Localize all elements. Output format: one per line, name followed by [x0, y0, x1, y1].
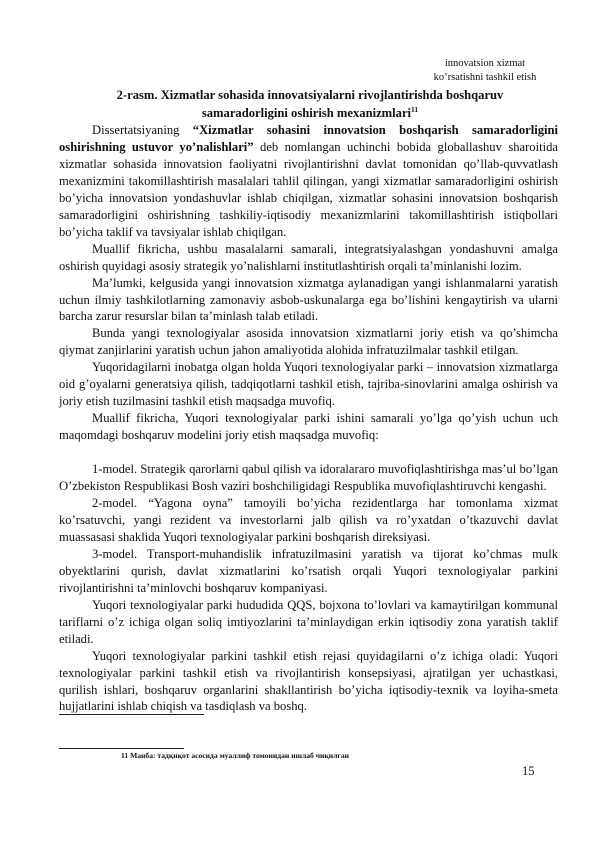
footnote: 11 Манба: тадқиқот асосида муаллиф томонидан ишлаб чиқилган — [121, 751, 350, 760]
page-number: 15 — [522, 764, 535, 778]
figure-caption-line-1: 2-rasm. Xizmatlar sohasida innovatsiyalarni rivojlantirishda boshqaruv — [116, 88, 504, 102]
chapter-title: “Xizmatlar sohasini innovatsion boshqarish samaradorligini oshirishning ustuvor yo’nalishlari” — [59, 123, 558, 154]
diagram-box-label — [423, 57, 547, 85]
paragraph-2: Muallif fikricha, ushbu masalalarni samarali, integratsiyalashgan yondashuvni amalga oshirish quyidagi asosiy strategik yo’nalishlarni institutlashtirish orqali ta’minlanishi lozim. — [59, 241, 558, 273]
paragraph-1-rest: deb nomlangan uchinchi bobida globallashuv sharoitida xizmatlar sohasida innovatsion faoliyatni rivojlantirishni davlat tomonidan qo’llab-quvvatlash mexanizmini takomillashtirish masalalari tahlil qilingan, yangi xizmatlar samaradorligini oshirish bo’yicha innovatsion yondashuvlar ishlab chiqilgan, xizmatlar sohasini innovatsion boshqarish samaradorligini oshirishning tashkiliy-iqtisodiy mexanizmlarini takomillashtirish istiqbollari bo’yicha taklif va tavsiyalar ishlab chiqilgan. — [59, 139, 558, 239]
diagram-box-line-1: innovatsion xizmat — [444, 58, 526, 69]
footnote-reference: 11 — [411, 104, 419, 114]
body-text — [59, 122, 558, 715]
paragraph-4: Bunda yangi texnologiyalar asosida innovatsion xizmatlarni joriy etish va qo’shimcha qiymat zanjirlarini yaratish uchun jahon amaliyotida alohida infratuzilmalar tashkil etilgan. — [59, 326, 558, 358]
paragraph-model-2: 2-model. “Yagona oyna” tamoyili bo’yicha rezidentlarga har tomonlama xizmat ko’rsatuvchi, yangi rezident va investorlarni jalb qilish va ro’yxatdan o’tkazuvchi davlat muassasasi shaklida Yuqori texnologiyalar parkini boshqarish direksiyasi. — [59, 496, 558, 544]
footnote-separator — [59, 748, 184, 749]
paragraph-1 — [59, 122, 558, 241]
paragraph-3: Ma’lumki, kelgusida yangi innovatsion xizmatga aylanadigan yangi ishlanmalarni yaratish uchun ilmiy tashkilotlarning zamonaviy asbob-uskunalarga ega bo’lishini kengaytirish va ularni barcha zarur resurslar bilan ta’minlash talab etiladi. — [59, 275, 558, 324]
paragraph-model-1: 1-model. Strategik qarorlarni qabul qilish va idoralararo muvofiqlashtirishga mas’ul bo’lgan O’zbekiston Respublikasi Bosh vaziri boshchiligidagi Respublika muvofiqlashtiruvchi kengashi. — [59, 462, 558, 494]
diagram-box-line-2: ko’rsatishni tashkil etish — [433, 72, 537, 83]
paragraph-6: Muallif fikricha, Yuqori texnologiyalar parki ishini samarali yo’lga qo’yish uchun uch maqomdagi boshqaruv modelini joriy etish maqsadga muvofiq: — [59, 411, 558, 443]
figure-caption-line-2-text: samaradorligini oshirish mexanizmlari — [201, 106, 412, 120]
paragraph-5: Yuqoridagilarni inobatga olgan holda Yuqori texnologiyalar parki – innovatsion xizmatlarga oid g’oyalarni generatsiya qilish, tadqiqotlarni tashkil etish, tajriba-sinovlarini amalga oshirish va joriy etish tuzilmasini tashkil etish maqsadga muvofiq. — [59, 360, 558, 409]
blank-line — [59, 444, 558, 461]
paragraph-11: Yuqori texnologiyalar parkini tashkil etish rejasi quyidagilarni o’z ichiga oladi: Yuqori texnologiyalar parkini tashkil etish va rivojlantirish konsepsiyasi, ajratilgan yer uchastkasi, qurilish ishlari, boshqaruv organlarini shakllantirish bo’yicha iqtisodiy-texnik va loyiha-smeta hujjatlarini ishlab chiqish va tasdiqlash va boshq. — [59, 648, 558, 714]
underline-mark — [59, 714, 204, 715]
figure-caption-line-2 — [80, 104, 540, 122]
figure-caption — [80, 86, 540, 122]
paragraph-1-lead: Dissertatsiyaning — [92, 123, 193, 137]
paragraph-10: Yuqori texnologiyalar parki hududida QQS, bojxona to’lovlari va kamaytirilgan kommunal tariflarni o’z ichiga olgan soliq imtiyozlarini ta’minlaydigan erkin iqtisodiy zona yaratish taklif etiladi. — [59, 597, 558, 646]
paragraph-model-3: 3-model. Transport-muhandislik infratuzilmasini yaratish va tijorat ko’chmas mulk obyektlarini qurish, davlat xizmatlarini ko’rsatish orqali Yuqori texnologiyalar parkini rivojlantirishni ta’minlovchi boshqaruv kompaniyasi. — [59, 546, 558, 595]
